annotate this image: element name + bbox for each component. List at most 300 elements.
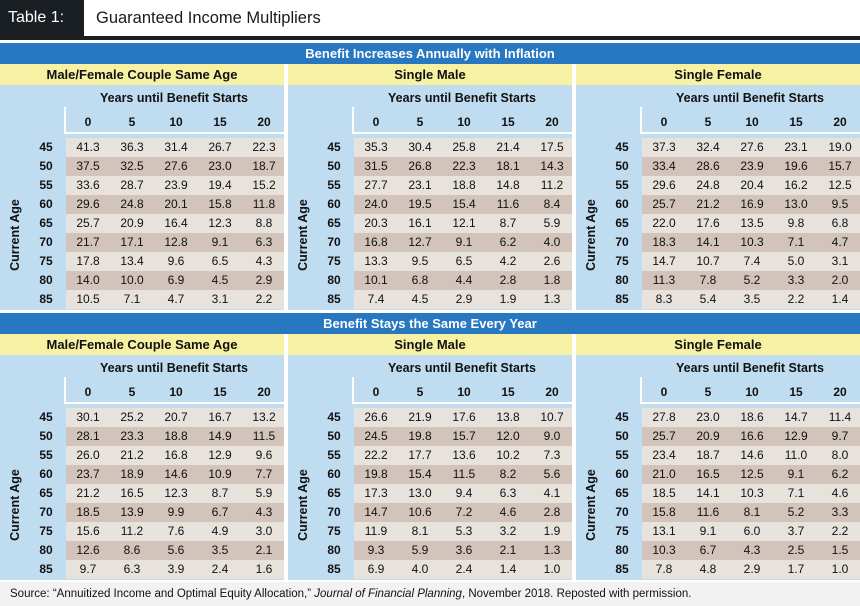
table-row bbox=[642, 465, 860, 484]
multiplier-cell: 17.6 bbox=[452, 410, 476, 424]
multiplier-cell: 24.5 bbox=[364, 429, 388, 443]
multiplier-cell: 4.3 bbox=[743, 543, 761, 557]
multiplier-cell: 21.2 bbox=[120, 448, 144, 462]
multiplier-cell: 6.2 bbox=[831, 467, 849, 481]
panel-body bbox=[288, 355, 572, 580]
multiplier-cell: 10.6 bbox=[408, 505, 432, 519]
multiplier-cell: 3.7 bbox=[787, 524, 805, 538]
panel-title: Single Female bbox=[576, 334, 860, 355]
multiplier-cell: 10.5 bbox=[76, 292, 100, 306]
multiplier-cell: 6.0 bbox=[743, 524, 761, 538]
multiplier-cell: 8.2 bbox=[499, 467, 517, 481]
current-age-text: Current Age bbox=[584, 469, 598, 541]
multiplier-cell: 2.6 bbox=[543, 254, 561, 268]
age-label: 60 bbox=[39, 467, 53, 481]
source-suffix: , November 2018. Reposted with permission. bbox=[461, 588, 692, 600]
multiplier-cell: 13.4 bbox=[120, 254, 144, 268]
multiplier-cell: 23.7 bbox=[76, 467, 100, 481]
source-prefix: Source: “Annuitized Income and Optimal Equity Allocation,” bbox=[10, 588, 315, 600]
multiplier-cell: 11.5 bbox=[452, 467, 476, 481]
multiplier-cell: 23.0 bbox=[208, 159, 232, 173]
multiplier-cell: 5.3 bbox=[455, 524, 473, 538]
multiplier-cell: 22.3 bbox=[252, 140, 276, 154]
multiplier-cell: 13.1 bbox=[652, 524, 676, 538]
table-row bbox=[66, 271, 284, 290]
multiplier-cell: 20.9 bbox=[696, 429, 720, 443]
column-header: 15 bbox=[501, 385, 515, 399]
age-label: 50 bbox=[615, 159, 629, 173]
multiplier-cell: 2.0 bbox=[831, 273, 849, 287]
multiplier-cell: 13.0 bbox=[408, 486, 432, 500]
multiplier-cell: 30.1 bbox=[76, 410, 100, 424]
multiplier-cell: 4.0 bbox=[543, 235, 561, 249]
multiplier-cell: 1.0 bbox=[831, 562, 849, 576]
multiplier-cell: 31.4 bbox=[164, 140, 188, 154]
column-header: 10 bbox=[169, 115, 183, 129]
age-label: 50 bbox=[39, 159, 53, 173]
multiplier-cell: 7.8 bbox=[699, 273, 717, 287]
table-row bbox=[354, 214, 572, 233]
age-label: 45 bbox=[615, 140, 629, 154]
age-label: 55 bbox=[327, 448, 341, 462]
age-label: 65 bbox=[615, 486, 629, 500]
multiplier-cell: 8.4 bbox=[543, 197, 561, 211]
multiplier-cell: 6.9 bbox=[167, 273, 185, 287]
table-row bbox=[354, 176, 572, 195]
multiplier-cell: 7.4 bbox=[367, 292, 385, 306]
panel-same-couple bbox=[0, 334, 284, 580]
age-label: 85 bbox=[39, 292, 53, 306]
column-header: 20 bbox=[257, 385, 271, 399]
column-header: 10 bbox=[457, 385, 471, 399]
multiplier-cell: 8.7 bbox=[499, 216, 517, 230]
table-row bbox=[66, 252, 284, 271]
age-label: 55 bbox=[615, 448, 629, 462]
multiplier-cell: 14.7 bbox=[364, 505, 388, 519]
multiplier-cell: 27.6 bbox=[164, 159, 188, 173]
table-row bbox=[66, 541, 284, 560]
multiplier-cell: 4.7 bbox=[831, 235, 849, 249]
multiplier-cell: 18.8 bbox=[452, 178, 476, 192]
multiplier-cell: 23.4 bbox=[652, 448, 676, 462]
multiplier-cell: 5.9 bbox=[411, 543, 429, 557]
multiplier-grid bbox=[66, 138, 284, 310]
multiplier-cell: 27.7 bbox=[364, 178, 388, 192]
multiplier-cell: 11.3 bbox=[652, 273, 676, 287]
multiplier-cell: 31.5 bbox=[364, 159, 388, 173]
table-row bbox=[66, 157, 284, 176]
multiplier-cell: 3.6 bbox=[455, 543, 473, 557]
table-row bbox=[354, 484, 572, 503]
multiplier-grid bbox=[66, 408, 284, 580]
column-header: 5 bbox=[128, 115, 136, 129]
multiplier-cell: 9.1 bbox=[211, 235, 229, 249]
multiplier-cell: 12.8 bbox=[164, 235, 188, 249]
age-label: 60 bbox=[327, 197, 341, 211]
multiplier-cell: 2.4 bbox=[455, 562, 473, 576]
multiplier-cell: 3.5 bbox=[211, 543, 229, 557]
section-banner-same: Benefit Stays the Same Every Year bbox=[0, 313, 860, 334]
current-age-label bbox=[5, 199, 25, 271]
multiplier-cell: 15.7 bbox=[452, 429, 476, 443]
multiplier-cell: 16.5 bbox=[120, 486, 144, 500]
multiplier-cell: 33.4 bbox=[652, 159, 676, 173]
multiplier-cell: 37.5 bbox=[76, 159, 100, 173]
column-headers bbox=[640, 112, 860, 132]
table-row bbox=[66, 465, 284, 484]
multiplier-cell: 18.1 bbox=[496, 159, 520, 173]
multiplier-cell: 8.8 bbox=[255, 216, 273, 230]
age-label: 85 bbox=[615, 292, 629, 306]
multiplier-cell: 1.6 bbox=[255, 562, 273, 576]
multiplier-cell: 23.9 bbox=[164, 178, 188, 192]
multiplier-cell: 11.6 bbox=[496, 197, 520, 211]
table-row bbox=[642, 252, 860, 271]
multiplier-cell: 8.7 bbox=[211, 486, 229, 500]
multiplier-cell: 15.8 bbox=[208, 197, 232, 211]
multiplier-cell: 26.0 bbox=[76, 448, 100, 462]
multiplier-cell: 24.8 bbox=[696, 178, 720, 192]
column-header: 5 bbox=[128, 385, 136, 399]
multiplier-cell: 2.9 bbox=[743, 562, 761, 576]
age-label: 80 bbox=[327, 543, 341, 557]
multiplier-grid bbox=[642, 408, 860, 580]
column-headers bbox=[64, 382, 284, 402]
multiplier-cell: 19.8 bbox=[408, 429, 432, 443]
table-row bbox=[66, 446, 284, 465]
multiplier-cell: 21.0 bbox=[652, 467, 676, 481]
multiplier-cell: 41.3 bbox=[76, 140, 100, 154]
multiplier-cell: 16.2 bbox=[784, 178, 808, 192]
divider bbox=[352, 402, 572, 404]
multiplier-cell: 37.3 bbox=[652, 140, 676, 154]
multiplier-cell: 3.0 bbox=[255, 524, 273, 538]
age-label: 60 bbox=[615, 467, 629, 481]
multiplier-cell: 4.0 bbox=[411, 562, 429, 576]
multiplier-cell: 16.9 bbox=[740, 197, 764, 211]
multiplier-cell: 4.8 bbox=[699, 562, 717, 576]
multiplier-grid bbox=[354, 408, 572, 580]
multiplier-cell: 19.0 bbox=[828, 140, 852, 154]
multiplier-cell: 14.7 bbox=[784, 410, 808, 424]
multiplier-cell: 11.9 bbox=[364, 524, 388, 538]
current-age-label bbox=[293, 469, 313, 541]
multiplier-cell: 2.1 bbox=[499, 543, 517, 557]
table-row bbox=[66, 195, 284, 214]
panel-inflation-single-male bbox=[288, 64, 572, 310]
multiplier-cell: 9.7 bbox=[79, 562, 97, 576]
table-row bbox=[354, 522, 572, 541]
multiplier-cell: 26.6 bbox=[364, 410, 388, 424]
column-header: 20 bbox=[545, 385, 559, 399]
multiplier-cell: 8.3 bbox=[655, 292, 673, 306]
multiplier-cell: 26.7 bbox=[208, 140, 232, 154]
multiplier-cell: 15.7 bbox=[828, 159, 852, 173]
multiplier-cell: 15.6 bbox=[76, 524, 100, 538]
multiplier-cell: 27.8 bbox=[652, 410, 676, 424]
multiplier-cell: 1.8 bbox=[543, 273, 561, 287]
multiplier-cell: 6.2 bbox=[499, 235, 517, 249]
multiplier-grid bbox=[354, 138, 572, 310]
age-label: 75 bbox=[615, 254, 629, 268]
multiplier-cell: 22.0 bbox=[652, 216, 676, 230]
current-age-label bbox=[581, 199, 601, 271]
multiplier-cell: 1.7 bbox=[787, 562, 805, 576]
column-header: 10 bbox=[457, 115, 471, 129]
current-age-label bbox=[581, 469, 601, 541]
column-header: 15 bbox=[789, 385, 803, 399]
multiplier-cell: 10.3 bbox=[740, 486, 764, 500]
multiplier-cell: 16.1 bbox=[408, 216, 432, 230]
age-label: 60 bbox=[327, 467, 341, 481]
multiplier-cell: 4.7 bbox=[167, 292, 185, 306]
multiplier-cell: 25.8 bbox=[452, 140, 476, 154]
table-row bbox=[642, 176, 860, 195]
multiplier-cell: 2.9 bbox=[255, 273, 273, 287]
table-row bbox=[354, 157, 572, 176]
age-label: 75 bbox=[39, 254, 53, 268]
multiplier-cell: 1.9 bbox=[499, 292, 517, 306]
multiplier-cell: 7.3 bbox=[543, 448, 561, 462]
source-journal: Journal of Financial Planning bbox=[314, 588, 462, 600]
multiplier-cell: 13.9 bbox=[120, 505, 144, 519]
multiplier-cell: 4.6 bbox=[499, 505, 517, 519]
multiplier-cell: 13.5 bbox=[740, 216, 764, 230]
multiplier-cell: 19.4 bbox=[208, 178, 232, 192]
multiplier-cell: 5.2 bbox=[743, 273, 761, 287]
multiplier-cell: 20.9 bbox=[120, 216, 144, 230]
multiplier-cell: 18.6 bbox=[740, 410, 764, 424]
age-label: 85 bbox=[327, 292, 341, 306]
table-row bbox=[642, 195, 860, 214]
years-until-benefit-header: Years until Benefit Starts bbox=[388, 91, 536, 105]
age-label: 50 bbox=[39, 429, 53, 443]
multiplier-cell: 1.4 bbox=[831, 292, 849, 306]
table-row bbox=[642, 408, 860, 427]
panel-body bbox=[576, 355, 860, 580]
table-row bbox=[642, 484, 860, 503]
age-label: 45 bbox=[615, 410, 629, 424]
multiplier-cell: 20.4 bbox=[740, 178, 764, 192]
column-header: 20 bbox=[833, 115, 847, 129]
table-row bbox=[354, 427, 572, 446]
multiplier-cell: 21.4 bbox=[496, 140, 520, 154]
age-label: 55 bbox=[39, 448, 53, 462]
multiplier-cell: 6.3 bbox=[499, 486, 517, 500]
multiplier-cell: 14.3 bbox=[540, 159, 564, 173]
panel-body bbox=[288, 85, 572, 310]
table-row bbox=[66, 233, 284, 252]
multiplier-cell: 11.0 bbox=[784, 448, 808, 462]
table-row bbox=[354, 446, 572, 465]
panel-body bbox=[0, 85, 284, 310]
multiplier-cell: 4.5 bbox=[411, 292, 429, 306]
years-until-benefit-header: Years until Benefit Starts bbox=[100, 91, 248, 105]
age-label: 65 bbox=[39, 216, 53, 230]
table-row bbox=[354, 195, 572, 214]
multiplier-cell: 2.4 bbox=[211, 562, 229, 576]
age-label: 65 bbox=[615, 216, 629, 230]
multiplier-cell: 15.4 bbox=[408, 467, 432, 481]
age-label: 45 bbox=[327, 410, 341, 424]
divider bbox=[640, 132, 860, 134]
multiplier-cell: 12.1 bbox=[452, 216, 476, 230]
multiplier-cell: 3.9 bbox=[167, 562, 185, 576]
multiplier-cell: 5.0 bbox=[787, 254, 805, 268]
years-until-benefit-header: Years until Benefit Starts bbox=[100, 361, 248, 375]
multiplier-cell: 6.7 bbox=[211, 505, 229, 519]
table-row bbox=[66, 214, 284, 233]
multiplier-cell: 9.6 bbox=[167, 254, 185, 268]
multiplier-cell: 4.4 bbox=[455, 273, 473, 287]
age-label: 75 bbox=[39, 524, 53, 538]
multiplier-cell: 6.7 bbox=[699, 543, 717, 557]
multiplier-cell: 32.4 bbox=[696, 140, 720, 154]
multiplier-cell: 11.6 bbox=[696, 505, 720, 519]
table-row bbox=[354, 465, 572, 484]
column-header: 5 bbox=[704, 115, 712, 129]
multiplier-cell: 11.4 bbox=[828, 410, 852, 424]
multiplier-cell: 3.3 bbox=[831, 505, 849, 519]
multiplier-cell: 21.2 bbox=[76, 486, 100, 500]
age-label: 65 bbox=[327, 216, 341, 230]
multiplier-cell: 10.7 bbox=[540, 410, 564, 424]
multiplier-cell: 4.3 bbox=[255, 505, 273, 519]
multiplier-cell: 5.6 bbox=[543, 467, 561, 481]
multiplier-cell: 7.1 bbox=[787, 486, 805, 500]
multiplier-cell: 6.3 bbox=[255, 235, 273, 249]
table-row bbox=[66, 484, 284, 503]
table-number: Table 1: bbox=[8, 9, 65, 26]
multiplier-cell: 16.8 bbox=[364, 235, 388, 249]
multiplier-cell: 36.3 bbox=[120, 140, 144, 154]
column-header: 10 bbox=[745, 385, 759, 399]
age-label: 65 bbox=[327, 486, 341, 500]
multiplier-cell: 9.5 bbox=[411, 254, 429, 268]
multiplier-cell: 7.1 bbox=[123, 292, 141, 306]
multiplier-cell: 3.1 bbox=[211, 292, 229, 306]
section-banner-inflation: Benefit Increases Annually with Inflation bbox=[0, 43, 860, 64]
multiplier-cell: 11.5 bbox=[252, 429, 276, 443]
multiplier-cell: 17.6 bbox=[696, 216, 720, 230]
table-row bbox=[354, 408, 572, 427]
multiplier-cell: 3.1 bbox=[831, 254, 849, 268]
age-label: 50 bbox=[615, 429, 629, 443]
multiplier-cell: 8.1 bbox=[411, 524, 429, 538]
table-row bbox=[354, 271, 572, 290]
age-label: 45 bbox=[39, 140, 53, 154]
table-row bbox=[642, 427, 860, 446]
column-header: 5 bbox=[416, 385, 424, 399]
multiplier-cell: 27.6 bbox=[740, 140, 764, 154]
table-row bbox=[354, 233, 572, 252]
multiplier-cell: 7.7 bbox=[255, 467, 273, 481]
multiplier-cell: 4.5 bbox=[211, 273, 229, 287]
column-header: 0 bbox=[660, 115, 668, 129]
current-age-text: Current Age bbox=[296, 469, 310, 541]
multiplier-cell: 14.6 bbox=[740, 448, 764, 462]
multiplier-cell: 28.7 bbox=[120, 178, 144, 192]
multiplier-cell: 18.7 bbox=[252, 159, 276, 173]
multiplier-cell: 25.7 bbox=[652, 197, 676, 211]
age-label: 65 bbox=[39, 486, 53, 500]
table-row bbox=[354, 290, 572, 309]
multiplier-cell: 25.7 bbox=[76, 216, 100, 230]
table-number-tag bbox=[0, 0, 84, 36]
multiplier-cell: 17.1 bbox=[120, 235, 144, 249]
age-label: 55 bbox=[327, 178, 341, 192]
multiplier-cell: 13.3 bbox=[364, 254, 388, 268]
column-header: 15 bbox=[789, 115, 803, 129]
current-age-label bbox=[5, 469, 25, 541]
multiplier-cell: 1.0 bbox=[543, 562, 561, 576]
multiplier-grid bbox=[642, 138, 860, 310]
multiplier-cell: 6.5 bbox=[455, 254, 473, 268]
column-header: 0 bbox=[84, 115, 92, 129]
age-label: 55 bbox=[39, 178, 53, 192]
multiplier-cell: 8.1 bbox=[743, 505, 761, 519]
multiplier-cell: 17.8 bbox=[76, 254, 100, 268]
multiplier-cell: 14.1 bbox=[696, 486, 720, 500]
age-label: 70 bbox=[615, 235, 629, 249]
age-label: 80 bbox=[615, 543, 629, 557]
multiplier-cell: 23.1 bbox=[408, 178, 432, 192]
multiplier-cell: 12.5 bbox=[828, 178, 852, 192]
multiplier-cell: 17.3 bbox=[364, 486, 388, 500]
multiplier-cell: 12.3 bbox=[164, 486, 188, 500]
years-until-benefit-header: Years until Benefit Starts bbox=[388, 361, 536, 375]
multiplier-cell: 10.3 bbox=[740, 235, 764, 249]
panel-inflation-single-female bbox=[576, 64, 860, 310]
multiplier-cell: 22.3 bbox=[452, 159, 476, 173]
multiplier-cell: 6.8 bbox=[411, 273, 429, 287]
multiplier-cell: 1.4 bbox=[499, 562, 517, 576]
age-label: 70 bbox=[615, 505, 629, 519]
multiplier-cell: 12.5 bbox=[740, 467, 764, 481]
multiplier-cell: 18.5 bbox=[652, 486, 676, 500]
age-label: 75 bbox=[327, 524, 341, 538]
multiplier-cell: 29.6 bbox=[76, 197, 100, 211]
multiplier-cell: 35.3 bbox=[364, 140, 388, 154]
panel-same-single-male bbox=[288, 334, 572, 580]
multiplier-cell: 14.9 bbox=[208, 429, 232, 443]
title-rule bbox=[0, 36, 860, 40]
age-label: 50 bbox=[327, 429, 341, 443]
multiplier-cell: 11.2 bbox=[120, 524, 144, 538]
multiplier-cell: 2.5 bbox=[787, 543, 805, 557]
table-row bbox=[642, 541, 860, 560]
multiplier-cell: 6.3 bbox=[123, 562, 141, 576]
age-label: 85 bbox=[327, 562, 341, 576]
multiplier-cell: 12.7 bbox=[408, 235, 432, 249]
multiplier-cell: 19.8 bbox=[364, 467, 388, 481]
column-headers bbox=[352, 112, 572, 132]
multiplier-cell: 21.9 bbox=[408, 410, 432, 424]
age-label: 70 bbox=[39, 505, 53, 519]
table-title: Guaranteed Income Multipliers bbox=[96, 9, 321, 27]
multiplier-cell: 8.6 bbox=[123, 543, 141, 557]
multiplier-cell: 9.8 bbox=[787, 216, 805, 230]
table-row bbox=[642, 138, 860, 157]
age-label: 80 bbox=[39, 273, 53, 287]
multiplier-cell: 14.6 bbox=[164, 467, 188, 481]
multiplier-cell: 3.3 bbox=[787, 273, 805, 287]
multiplier-cell: 13.2 bbox=[252, 410, 276, 424]
multiplier-cell: 21.7 bbox=[76, 235, 100, 249]
divider bbox=[352, 132, 572, 134]
multiplier-cell: 14.8 bbox=[496, 178, 520, 192]
divider bbox=[640, 402, 860, 404]
